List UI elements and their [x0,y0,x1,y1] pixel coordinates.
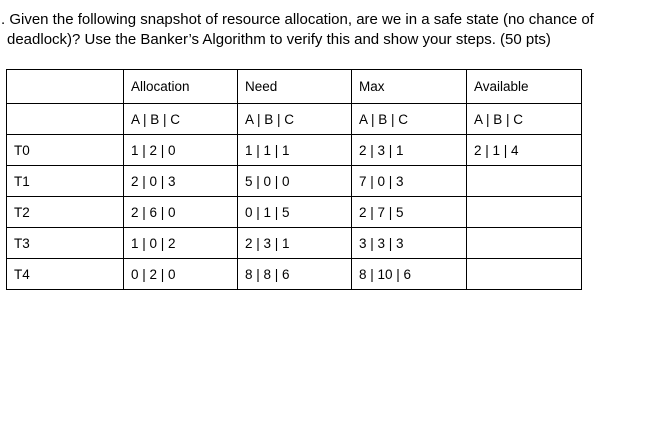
table-row [7,166,582,197]
table-row [7,197,582,228]
need-cell: 8 | 8 | 6 [238,259,352,290]
header-process [7,70,124,104]
process-cell: T4 [7,259,124,290]
table-row [7,259,582,290]
available-cell [467,166,582,197]
available-cell [467,259,582,290]
available-cell [467,228,582,259]
subheader-max: A | B | C [352,104,467,135]
max-cell: 7 | 0 | 3 [352,166,467,197]
allocation-cell: 0 | 2 | 0 [124,259,238,290]
process-cell: T3 [7,228,124,259]
process-cell: T2 [7,197,124,228]
question-text [1,10,651,50]
max-cell: 8 | 10 | 6 [352,259,467,290]
max-cell: 2 | 7 | 5 [352,197,467,228]
header-allocation: Allocation [124,70,238,104]
header-need: Need [238,70,352,104]
allocation-cell: 1 | 0 | 2 [124,228,238,259]
need-cell: 1 | 1 | 1 [238,135,352,166]
available-cell: 2 | 1 | 4 [467,135,582,166]
subheader-process [7,104,124,135]
subheader-available: A | B | C [467,104,582,135]
process-cell: T0 [7,135,124,166]
table-subheader-row [7,104,582,135]
need-cell: 2 | 3 | 1 [238,228,352,259]
header-max: Max [352,70,467,104]
need-cell: 0 | 1 | 5 [238,197,352,228]
table-row [7,228,582,259]
max-cell: 2 | 3 | 1 [352,135,467,166]
header-available: Available [467,70,582,104]
need-cell: 5 | 0 | 0 [238,166,352,197]
table-header-row [7,70,582,104]
max-cell: 3 | 3 | 3 [352,228,467,259]
question-line-2: deadlock)? Use the Banker’s Algorithm to verify this and show your steps. (50 pts) [7,31,551,48]
subheader-allocation: A | B | C [124,104,238,135]
table-row [7,135,582,166]
resource-allocation-table [6,69,582,290]
allocation-cell: 2 | 0 | 3 [124,166,238,197]
available-cell [467,197,582,228]
allocation-cell: 2 | 6 | 0 [124,197,238,228]
question-line-1: . Given the following snapshot of resource allocation, are we in a safe state (no chance of [1,11,594,28]
process-cell: T1 [7,166,124,197]
subheader-need: A | B | C [238,104,352,135]
allocation-cell: 1 | 2 | 0 [124,135,238,166]
